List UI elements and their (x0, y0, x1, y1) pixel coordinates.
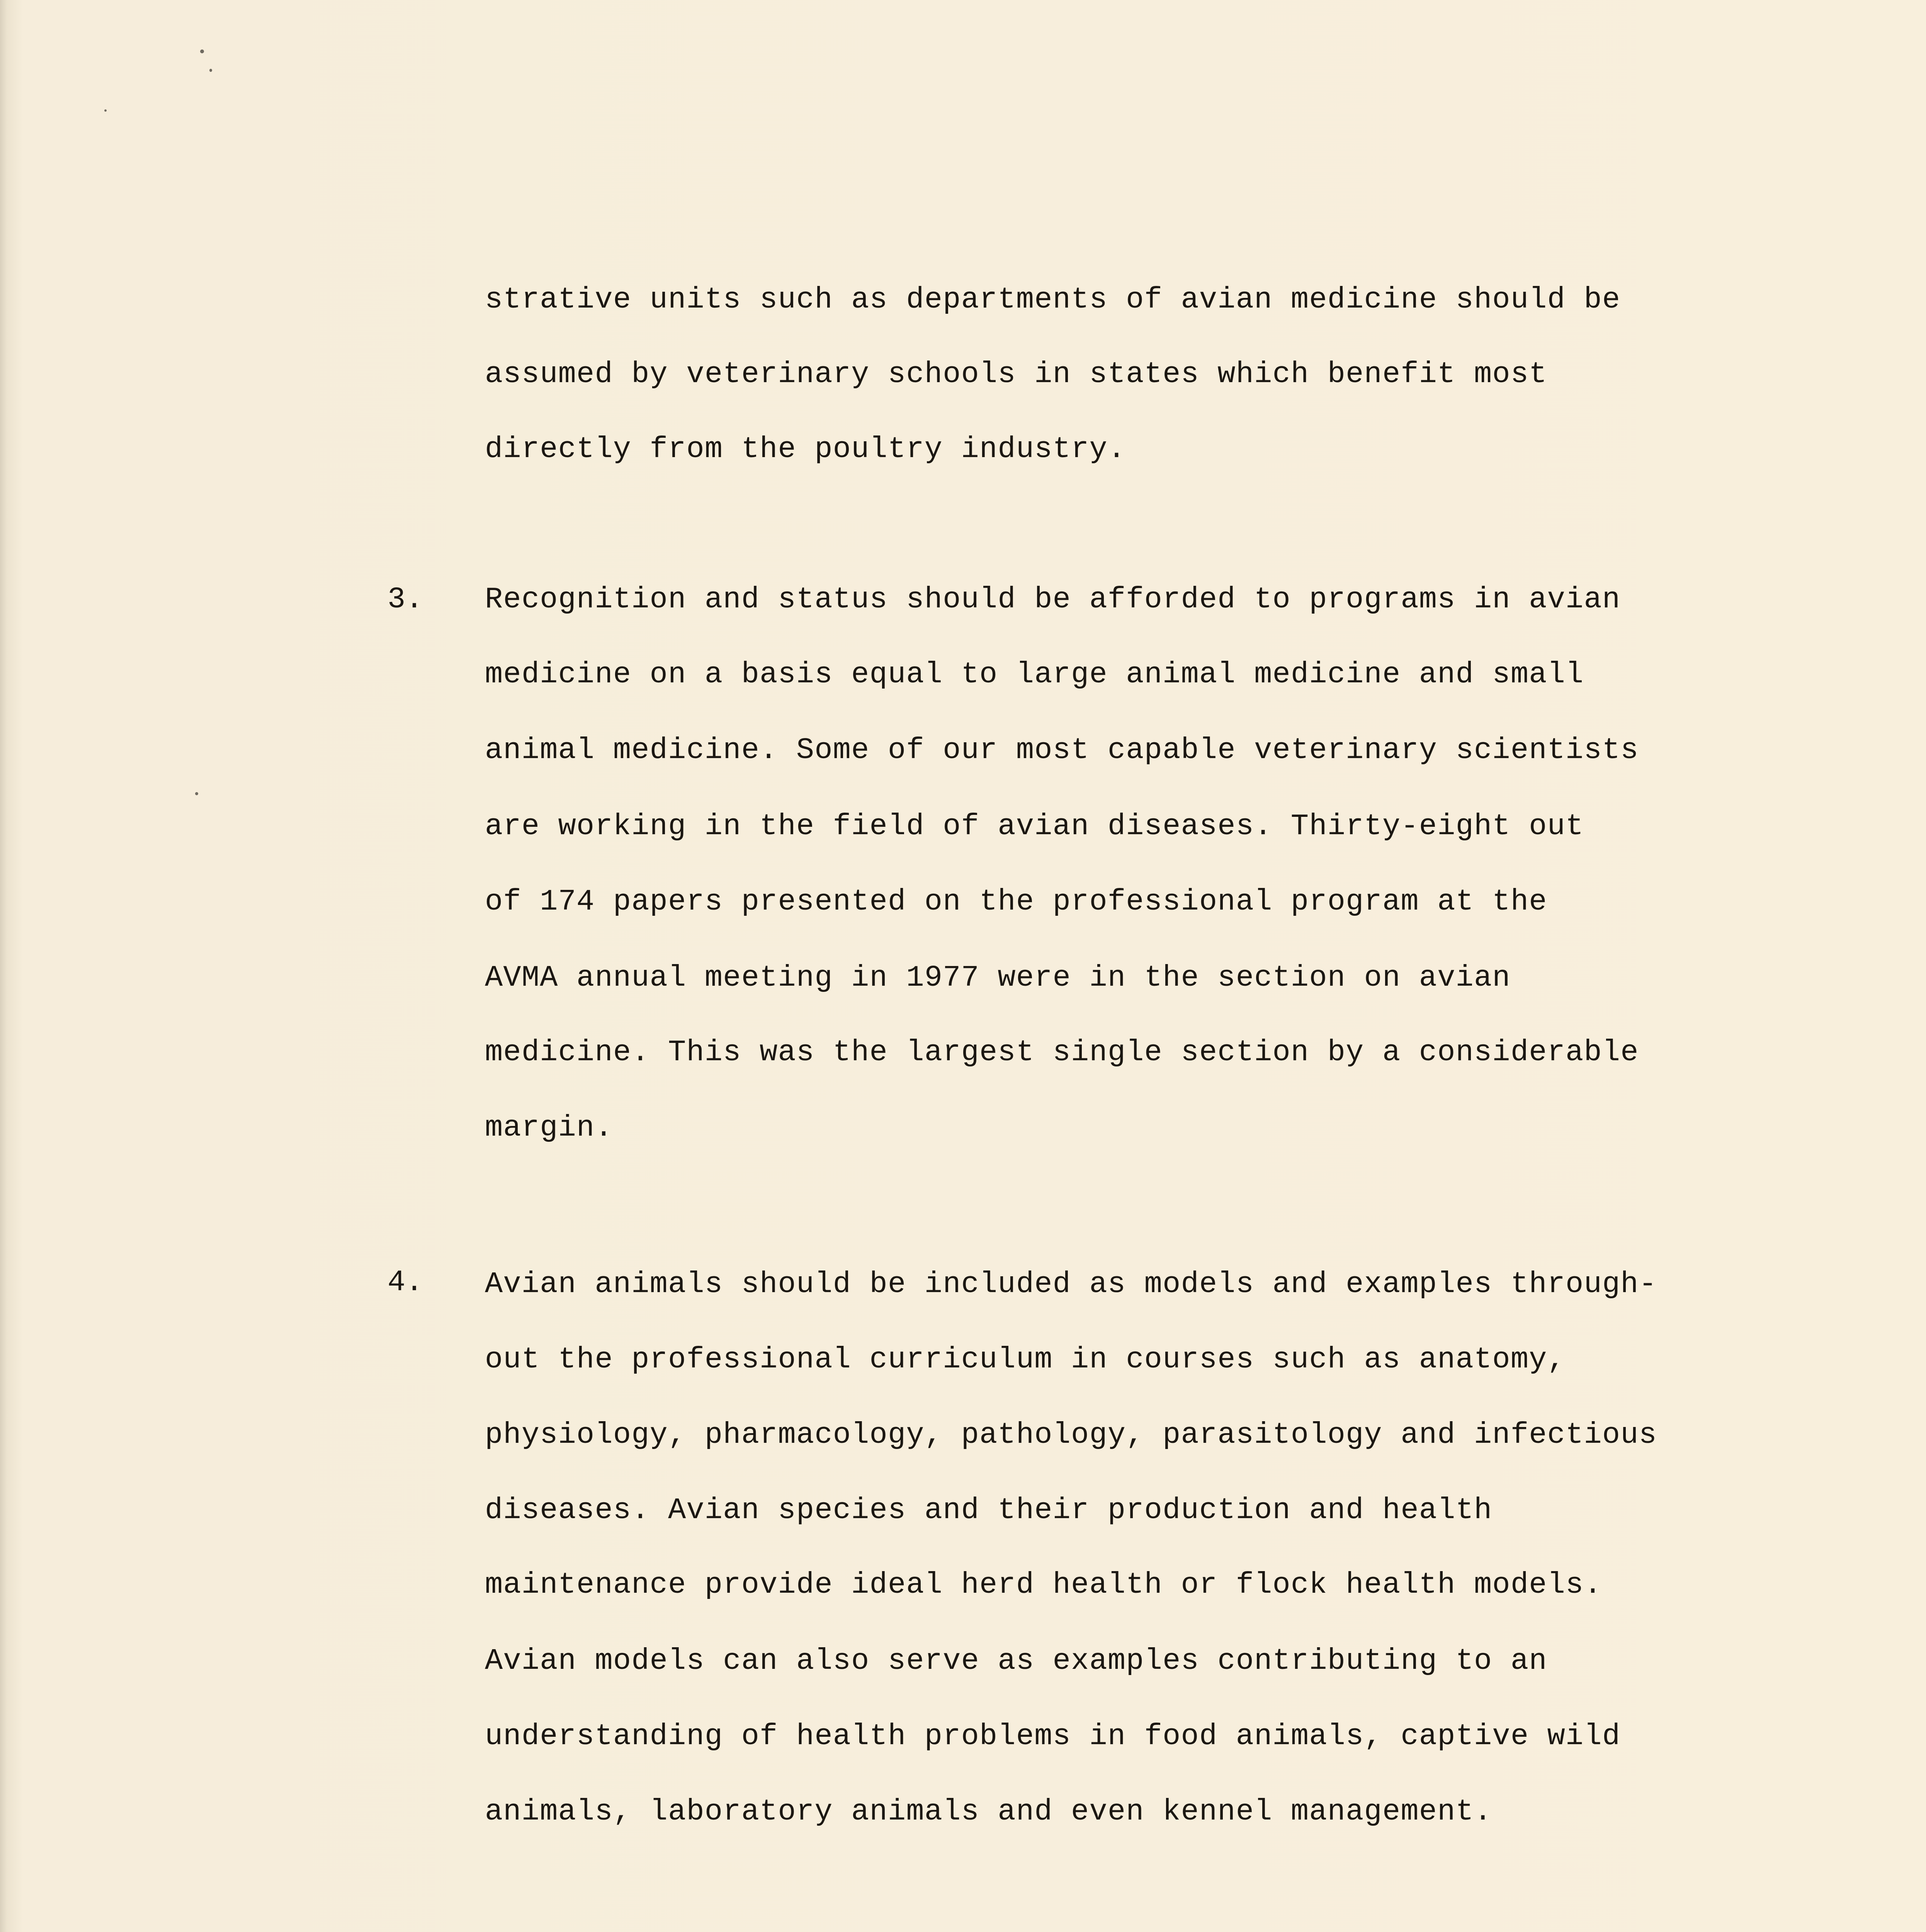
item-number: 4. (388, 1266, 423, 1299)
continuation-line: assumed by veterinary schools in states which benefit most (485, 358, 1547, 391)
item-line: medicine. This was the largest single section by a considerable (485, 1036, 1639, 1070)
scan-speck (200, 49, 204, 53)
item-line: margin. (485, 1111, 613, 1145)
item-line: Recognition and status should be afforded to programs in avian (485, 583, 1621, 617)
item-line: of 174 papers presented on the professional program at the (485, 885, 1547, 919)
item-line: animal medicine. Some of our most capable veterinary scientists (485, 734, 1639, 767)
item-line: diseases. Avian species and their production and health (485, 1494, 1493, 1527)
item-number: 3. (388, 583, 423, 617)
item-line: out the professional curriculum in courses such as anatomy, (485, 1343, 1566, 1377)
item-line: AVMA annual meeting in 1977 were in the section on avian (485, 961, 1511, 995)
item-line: Avian animals should be included as models and examples through- (485, 1268, 1657, 1301)
item-line: medicine on a basis equal to large animal medicine and small (485, 658, 1584, 692)
scan-speck (195, 792, 198, 795)
item-line: maintenance provide ideal herd health or flock health models. (485, 1568, 1602, 1602)
item-line: understanding of health problems in food animals, captive wild (485, 1720, 1621, 1753)
item-line: are working in the field of avian diseases. Thirty-eight out (485, 810, 1584, 844)
continuation-line: directly from the poultry industry. (485, 433, 1126, 466)
continuation-line: strative units such as departments of avian medicine should be (485, 283, 1621, 317)
item-line: Avian models can also serve as examples contributing to an (485, 1645, 1547, 1678)
scan-speck (209, 69, 212, 72)
item-line: animals, laboratory animals and even kennel management. (485, 1795, 1493, 1829)
scan-speck (104, 109, 107, 112)
item-line: physiology, pharmacology, pathology, parasitology and infectious (485, 1418, 1657, 1452)
